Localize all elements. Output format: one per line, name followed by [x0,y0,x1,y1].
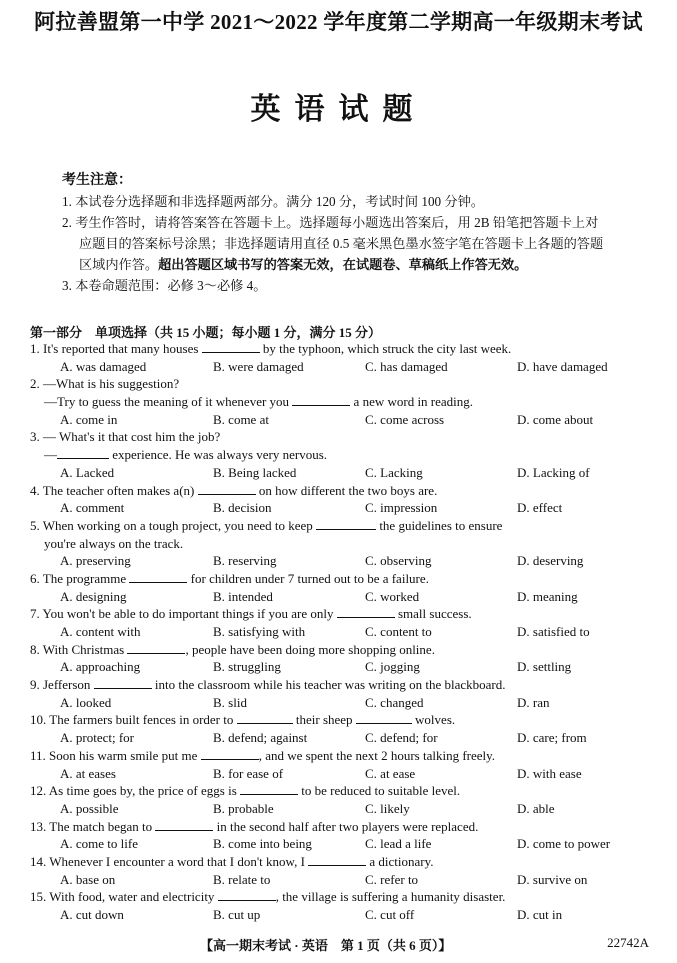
question-2: 2. —What is his suggestion? [30,376,180,392]
option-a: A. possible [60,800,119,816]
option-b: B. slid [213,694,247,710]
option-a: A. base on [60,871,116,887]
question-text: by the typhoon, which struck the city last week. [262,341,512,356]
answer-blank [316,517,376,530]
question-text: 5. When working on a tough project, you need to keep [30,517,313,533]
answer-blank [201,747,259,760]
option-b: B. satisfying with [213,624,306,639]
option-a: A. cut down [60,907,124,922]
question-text: on how different the two boys are. [258,482,438,498]
option-a: A. looked [60,694,112,710]
answer-blank [155,818,213,831]
question-text: in the second half after two players were replaced. [216,818,479,834]
question-text: their sheep [295,712,353,728]
option-b: B. decision [213,500,272,516]
option-d: D. have damaged [517,358,608,374]
option-d: D. Lacking of [517,464,590,480]
question-text: small success. [397,606,472,622]
options-row [30,658,655,676]
options-row [30,694,655,712]
option-c: C. likely [365,800,410,816]
option-b: B. relate to [213,871,271,887]
question-text: 7. You won't be able to do important things if you are only [30,606,334,622]
question-list [30,340,655,924]
option-b: B. cut up [213,907,261,922]
question-text: 1. It's reported that many houses [30,341,199,356]
option-a: A. content with [60,624,141,639]
answer-blank [356,711,412,724]
question-text: for children under 7 turned out to be a failure. [190,570,429,586]
options-row [30,499,655,517]
question-text: 14. Whenever I encounter a word that I don't know, I [30,853,305,869]
question-text: 4. The teacher often makes a(n) [30,482,195,498]
option-d: D. satisfied to [517,624,590,639]
option-a: A. approaching [60,659,141,675]
option-b: B. reserving [213,553,277,569]
question-text: wolves. [415,712,456,728]
page-title: 英语试题 [250,93,427,126]
question-text: — [44,447,57,463]
options-row [30,552,655,570]
option-c: C. impression [365,500,438,516]
option-a: A. come in [60,411,118,427]
question-text: to be reduced to suitable level. [301,783,461,799]
question-14 [30,853,655,871]
option-c: C. changed [365,694,424,710]
option-c: C. worked [365,588,420,604]
options-row [30,411,655,429]
options-row [30,835,655,853]
option-b: B. intended [213,588,273,604]
option-a: A. comment [60,500,125,516]
question-text: 8. With Christmas [30,641,125,657]
options-row [30,358,655,376]
option-a: A. protect; for [60,730,135,746]
option-d: D. cut in [517,907,563,922]
question-text: 9. Jefferson [30,677,91,693]
options-row [30,871,655,889]
answer-blank [292,393,350,406]
question-15 [30,888,655,906]
options-row [30,588,655,606]
question-text: , people have been doing more shopping online. [185,641,435,657]
answer-blank [57,446,109,459]
answer-blank [308,853,366,866]
question-13 [30,818,655,836]
question-2-line [30,393,655,411]
option-c: C. jogging [365,659,420,675]
option-c: C. Lacking [365,464,423,480]
question-7 [30,605,655,623]
notice-item-1: 1. 本试卷分选择题和非选择题两部分。满分 120 分，考试时间 100 分钟。 [62,194,484,209]
option-d: D. effect [517,500,563,516]
option-d: D. come to power [517,836,611,852]
answer-blank [240,782,298,795]
question-3-line [30,446,655,464]
part-heading: 第一部分 单项选择（共 15 小题；每小题 1 分，满分 15 分） [30,325,382,340]
option-b: B. struggling [213,659,281,675]
question-1 [30,340,655,358]
option-a: A. at eases [60,765,116,781]
answer-blank [127,641,185,654]
option-b: B. Being lacked [213,464,297,480]
question-10 [30,711,655,729]
question-8 [30,641,655,659]
option-a: A. Lacked [60,464,115,480]
question-text: —Try to guess the meaning of it whenever you [44,394,290,410]
footer-page-info: 【高一期末考试 · 英语 第 1 页（共 6 页）】 [200,938,452,953]
question-4 [30,482,655,500]
option-c: C. refer to [365,871,419,887]
question-text: 6. The programme [30,570,127,586]
options-row [30,765,655,783]
option-d: D. settling [517,659,572,675]
option-d: D. deserving [517,553,584,569]
question-11 [30,747,655,765]
answer-blank [218,888,276,901]
question-text: 13. The match began to [30,818,153,834]
answer-blank [202,340,260,353]
option-c: C. observing [365,553,432,569]
notice-block [62,170,652,296]
option-c: C. defend; for [365,730,438,746]
answer-blank [94,676,152,689]
notice-heading: 考生注意： [62,173,132,188]
notice-item-2b: 应题目的答案标号涂黑；非选择题请用直径 0.5 毫米黑色墨水签字笔在答题卡上各题的答题 [79,236,604,251]
question-3: 3. — What's it that cost him the job? [30,429,221,445]
option-b: B. come at [213,411,269,427]
notice-item-2c-text: 区域内作答。 [79,257,159,272]
option-b: B. defend; against [213,730,308,746]
option-d: D. survive on [517,871,588,887]
question-text: , and we spent the next 2 hours talking freely. [258,747,496,763]
question-6 [30,570,655,588]
question-text: 12. As time goes by, the price of eggs is [30,783,237,799]
footer-code: 22742A [607,935,649,950]
question-text: a dictionary. [369,853,434,869]
option-c: C. lead a life [365,836,432,852]
option-d: D. come about [517,411,594,427]
question-text: 10. The farmers built fences in order to [30,712,234,728]
question-text: a new word in reading. [353,394,474,410]
options-row [30,623,655,641]
option-a: A. come to life [60,836,138,852]
option-c: C. content to [365,624,432,639]
exam-header: 阿拉善盟第一中学 2021～2022 学年度第二学期高一年级期末考试 [34,10,643,34]
question-text: , the village is suffering a humanity disaster. [275,889,506,905]
question-text: experience. He was always very nervous. [112,447,328,463]
option-d: D. care; from [517,730,587,746]
question-text: into the classroom while his teacher was writing on the blackboard. [154,677,506,693]
option-d: D. able [517,800,555,816]
question-5-line: you're always on the track. [44,535,184,551]
options-row [30,729,655,747]
question-text: 11. Soon his warm smile put me [30,747,198,763]
notice-item-2a: 2. 考生作答时，请将答案答在答题卡上。选择题每小题选出答案后，用 2B 铅笔把答题卡上对 [62,215,599,230]
option-a: A. preserving [60,553,131,569]
answer-blank [129,570,187,583]
option-a: A. was damaged [60,358,147,374]
answer-blank [337,605,395,618]
question-5 [30,517,655,535]
answer-blank [237,711,293,724]
question-12 [30,782,655,800]
option-a: A. designing [60,588,127,604]
notice-item-3: 3. 本卷命题范围：必修 3～必修 4。 [62,278,267,293]
options-row [30,464,655,482]
option-b: B. probable [213,800,274,816]
option-d: D. with ease [517,765,582,781]
option-c: C. has damaged [365,358,448,374]
option-c: C. at ease [365,765,416,781]
option-b: B. come into being [213,836,312,852]
question-text: 15. With food, water and electricity [30,889,215,905]
options-row [30,906,655,924]
options-row [30,800,655,818]
option-b: B. were damaged [213,358,304,374]
question-text: the guidelines to ensure [379,517,503,533]
option-c: C. come across [365,411,445,427]
option-d: D. meaning [517,588,578,604]
option-b: B. for ease of [213,765,284,781]
notice-item-2c [62,254,652,275]
option-c: C. cut off [365,907,415,922]
question-9 [30,676,655,694]
option-d: D. ran [517,694,550,710]
notice-warning: 超出答题区域书写的答案无效，在试题卷、草稿纸上作答无效。 [158,257,528,272]
answer-blank [198,482,256,495]
